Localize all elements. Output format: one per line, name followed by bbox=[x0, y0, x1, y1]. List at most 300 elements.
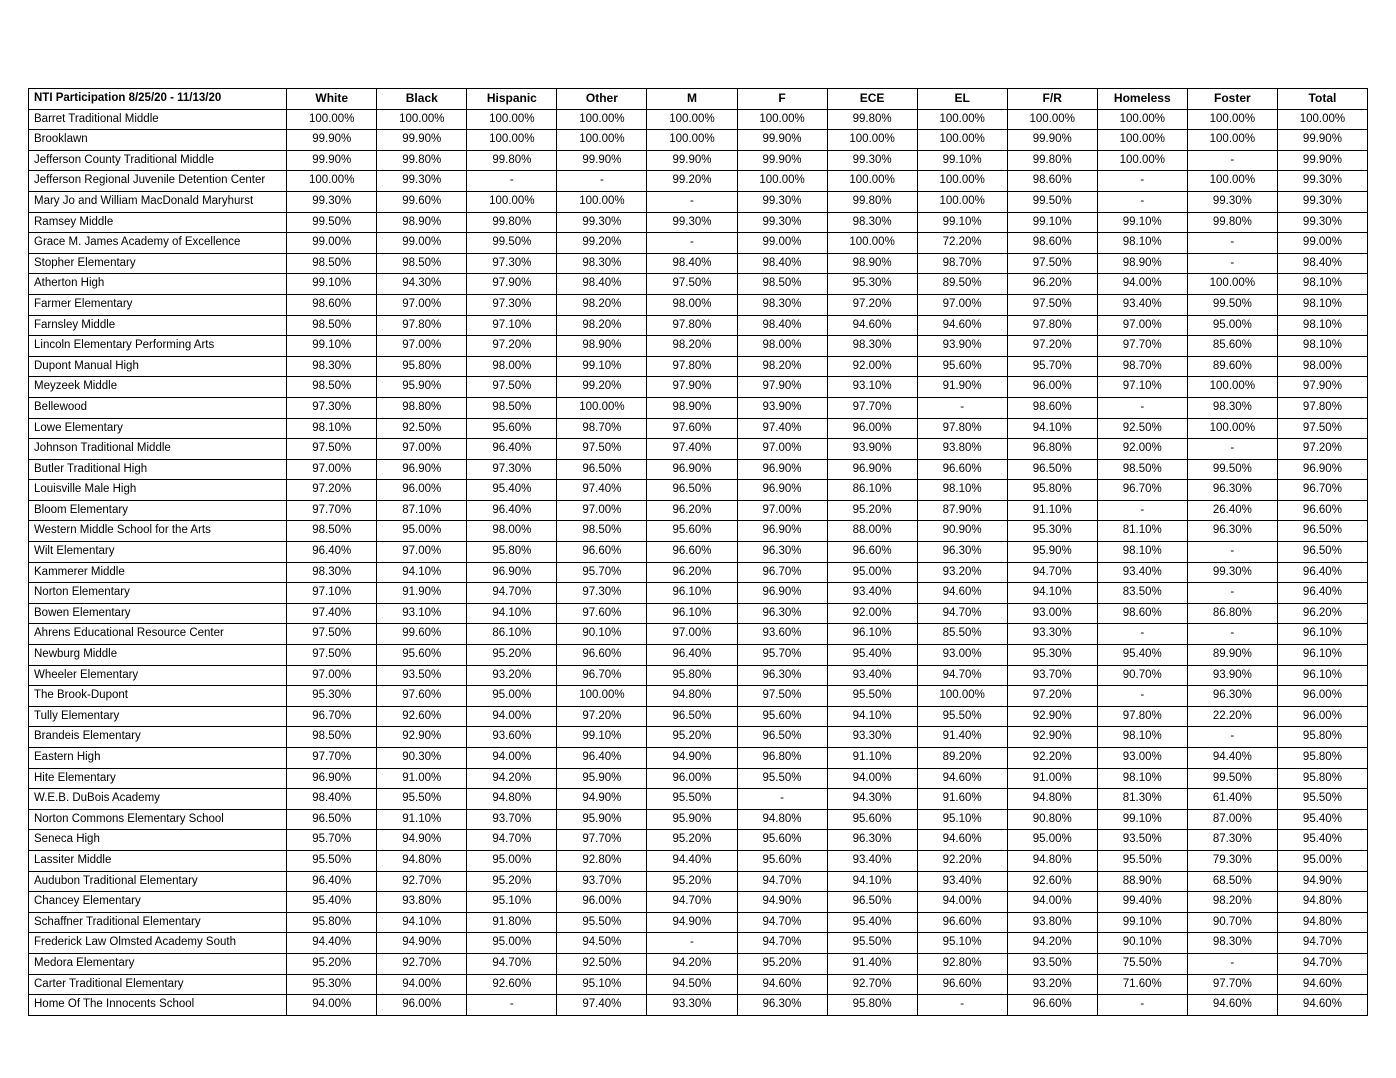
data-cell: 97.00% bbox=[917, 294, 1007, 315]
data-cell: - bbox=[1187, 253, 1277, 274]
data-cell: 95.50% bbox=[377, 789, 467, 810]
data-cell: 91.10% bbox=[827, 748, 917, 769]
data-cell: 98.90% bbox=[647, 397, 737, 418]
data-cell: 98.00% bbox=[1277, 356, 1367, 377]
data-cell: 97.50% bbox=[557, 439, 647, 460]
data-cell: 94.10% bbox=[1007, 583, 1097, 604]
data-cell: 99.50% bbox=[467, 233, 557, 254]
data-cell: 91.40% bbox=[827, 953, 917, 974]
data-cell: 100.00% bbox=[287, 109, 377, 130]
data-cell: 95.20% bbox=[467, 871, 557, 892]
table-row bbox=[29, 892, 1368, 913]
school-name-cell: Audubon Traditional Elementary bbox=[29, 871, 287, 892]
data-cell: 94.00% bbox=[1097, 274, 1187, 295]
data-cell: - bbox=[647, 191, 737, 212]
data-cell: 98.10% bbox=[1277, 336, 1367, 357]
data-cell: 96.30% bbox=[737, 542, 827, 563]
data-cell: 95.40% bbox=[1277, 830, 1367, 851]
data-cell: 94.00% bbox=[377, 974, 467, 995]
data-cell: 90.30% bbox=[377, 748, 467, 769]
data-cell: 94.10% bbox=[377, 562, 467, 583]
table-row bbox=[29, 850, 1368, 871]
data-cell: 94.30% bbox=[377, 274, 467, 295]
data-cell: 95.40% bbox=[827, 645, 917, 666]
data-cell: 95.30% bbox=[827, 274, 917, 295]
data-cell: 96.30% bbox=[737, 665, 827, 686]
data-cell: 97.40% bbox=[287, 603, 377, 624]
table-row bbox=[29, 789, 1368, 810]
data-cell: 99.10% bbox=[917, 212, 1007, 233]
data-cell: 98.30% bbox=[557, 253, 647, 274]
data-cell: 100.00% bbox=[1187, 274, 1277, 295]
data-cell: 94.10% bbox=[467, 603, 557, 624]
data-cell: 96.40% bbox=[287, 542, 377, 563]
data-cell: 95.50% bbox=[737, 768, 827, 789]
data-cell: 96.60% bbox=[557, 645, 647, 666]
school-name-cell: Ramsey Middle bbox=[29, 212, 287, 233]
data-cell: 61.40% bbox=[1187, 789, 1277, 810]
data-cell: 96.40% bbox=[557, 748, 647, 769]
data-cell: 94.90% bbox=[647, 912, 737, 933]
data-cell: 99.80% bbox=[467, 150, 557, 171]
data-cell: 94.90% bbox=[377, 933, 467, 954]
data-cell: - bbox=[467, 995, 557, 1016]
data-cell: 99.90% bbox=[287, 150, 377, 171]
data-cell: 95.40% bbox=[467, 480, 557, 501]
data-cell: 92.60% bbox=[467, 974, 557, 995]
data-cell: - bbox=[1187, 439, 1277, 460]
data-cell: 96.50% bbox=[827, 892, 917, 913]
school-name-cell: The Brook-Dupont bbox=[29, 686, 287, 707]
data-cell: 98.10% bbox=[1097, 542, 1187, 563]
data-cell: 96.60% bbox=[647, 542, 737, 563]
data-cell: 99.10% bbox=[287, 336, 377, 357]
school-name-cell: Newburg Middle bbox=[29, 645, 287, 666]
header-f: F bbox=[737, 89, 827, 110]
school-name-cell: Wheeler Elementary bbox=[29, 665, 287, 686]
data-cell: 93.50% bbox=[1007, 953, 1097, 974]
school-name-cell: Jefferson Regional Juvenile Detention Center bbox=[29, 171, 287, 192]
data-cell: 95.10% bbox=[917, 933, 1007, 954]
data-cell: 96.90% bbox=[737, 459, 827, 480]
data-cell: 95.30% bbox=[287, 686, 377, 707]
table-row bbox=[29, 336, 1368, 357]
data-cell: 98.10% bbox=[1277, 294, 1367, 315]
data-cell: 85.50% bbox=[917, 624, 1007, 645]
data-cell: 98.50% bbox=[737, 274, 827, 295]
data-cell: 86.80% bbox=[1187, 603, 1277, 624]
data-cell: 95.30% bbox=[1007, 521, 1097, 542]
data-cell: 96.10% bbox=[1277, 624, 1367, 645]
table-row bbox=[29, 418, 1368, 439]
data-cell: 96.40% bbox=[467, 439, 557, 460]
data-cell: 100.00% bbox=[377, 109, 467, 130]
data-cell: 93.30% bbox=[827, 727, 917, 748]
school-name-cell: Norton Elementary bbox=[29, 583, 287, 604]
data-cell: 96.60% bbox=[827, 542, 917, 563]
data-cell: 99.80% bbox=[1007, 150, 1097, 171]
school-name-cell: Mary Jo and William MacDonald Maryhurst bbox=[29, 191, 287, 212]
data-cell: 95.90% bbox=[557, 768, 647, 789]
data-cell: 99.50% bbox=[1007, 191, 1097, 212]
data-cell: 94.60% bbox=[917, 768, 1007, 789]
data-cell: 100.00% bbox=[557, 109, 647, 130]
school-name-cell: Seneca High bbox=[29, 830, 287, 851]
data-cell: 99.30% bbox=[557, 212, 647, 233]
data-cell: 98.40% bbox=[557, 274, 647, 295]
data-cell: 96.90% bbox=[737, 480, 827, 501]
data-cell: 95.40% bbox=[827, 912, 917, 933]
data-cell: 93.10% bbox=[377, 603, 467, 624]
data-cell: 94.80% bbox=[1007, 789, 1097, 810]
data-cell: 95.20% bbox=[827, 500, 917, 521]
data-cell: 92.90% bbox=[1007, 727, 1097, 748]
header-other: Other bbox=[557, 89, 647, 110]
data-cell: - bbox=[1097, 397, 1187, 418]
data-cell: 99.30% bbox=[737, 212, 827, 233]
table-row bbox=[29, 583, 1368, 604]
data-cell: 99.80% bbox=[1187, 212, 1277, 233]
data-cell: 90.90% bbox=[917, 521, 1007, 542]
data-cell: 99.30% bbox=[1277, 212, 1367, 233]
table-row bbox=[29, 603, 1368, 624]
data-cell: 93.90% bbox=[1187, 665, 1277, 686]
data-cell: 98.50% bbox=[287, 377, 377, 398]
data-cell: 98.50% bbox=[377, 253, 467, 274]
data-cell: 96.40% bbox=[287, 871, 377, 892]
data-cell: 100.00% bbox=[557, 191, 647, 212]
data-cell: 95.10% bbox=[557, 974, 647, 995]
data-cell: 95.80% bbox=[287, 912, 377, 933]
data-cell: - bbox=[1187, 233, 1277, 254]
school-name-cell: Home Of The Innocents School bbox=[29, 995, 287, 1016]
table-row bbox=[29, 439, 1368, 460]
table-row bbox=[29, 871, 1368, 892]
data-cell: 100.00% bbox=[557, 397, 647, 418]
data-cell: 94.20% bbox=[467, 768, 557, 789]
data-cell: 96.70% bbox=[1277, 480, 1367, 501]
data-cell: 85.60% bbox=[1187, 336, 1277, 357]
data-cell: 94.70% bbox=[737, 933, 827, 954]
school-name-cell: Atherton High bbox=[29, 274, 287, 295]
data-cell: 100.00% bbox=[647, 130, 737, 151]
data-cell: 94.50% bbox=[557, 933, 647, 954]
data-cell: 97.70% bbox=[287, 500, 377, 521]
data-cell: 98.30% bbox=[827, 212, 917, 233]
data-cell: 98.20% bbox=[557, 294, 647, 315]
data-cell: 94.60% bbox=[737, 974, 827, 995]
data-cell: 95.40% bbox=[287, 892, 377, 913]
table-row bbox=[29, 706, 1368, 727]
data-cell: - bbox=[1097, 171, 1187, 192]
data-cell: 97.00% bbox=[737, 500, 827, 521]
data-cell: 95.40% bbox=[1097, 645, 1187, 666]
table-row bbox=[29, 397, 1368, 418]
data-cell: 94.00% bbox=[467, 748, 557, 769]
data-cell: 96.40% bbox=[467, 500, 557, 521]
data-cell: 97.80% bbox=[1007, 315, 1097, 336]
data-cell: 97.40% bbox=[647, 439, 737, 460]
data-cell: 75.50% bbox=[1097, 953, 1187, 974]
data-cell: 93.60% bbox=[737, 624, 827, 645]
data-cell: 100.00% bbox=[827, 171, 917, 192]
data-cell: 97.80% bbox=[377, 315, 467, 336]
data-cell: 98.80% bbox=[377, 397, 467, 418]
data-cell: 93.90% bbox=[917, 336, 1007, 357]
school-name-cell: Dupont Manual High bbox=[29, 356, 287, 377]
data-cell: 94.70% bbox=[737, 912, 827, 933]
table-row bbox=[29, 212, 1368, 233]
data-cell: 96.60% bbox=[557, 542, 647, 563]
data-cell: 89.90% bbox=[1187, 645, 1277, 666]
data-cell: 94.00% bbox=[287, 995, 377, 1016]
data-cell: 96.90% bbox=[647, 459, 737, 480]
table-row bbox=[29, 933, 1368, 954]
data-cell: 88.00% bbox=[827, 521, 917, 542]
data-cell: 93.00% bbox=[1097, 748, 1187, 769]
data-cell: 97.00% bbox=[377, 336, 467, 357]
data-cell: 94.60% bbox=[1187, 995, 1277, 1016]
data-cell: 97.70% bbox=[287, 748, 377, 769]
data-cell: 92.90% bbox=[377, 727, 467, 748]
data-cell: 96.90% bbox=[467, 562, 557, 583]
data-cell: 94.20% bbox=[1007, 933, 1097, 954]
data-cell: 97.40% bbox=[557, 995, 647, 1016]
data-cell: 95.50% bbox=[557, 912, 647, 933]
school-name-cell: Norton Commons Elementary School bbox=[29, 809, 287, 830]
data-cell: 99.10% bbox=[1007, 212, 1097, 233]
data-cell: 97.50% bbox=[647, 274, 737, 295]
data-cell: 90.70% bbox=[1187, 912, 1277, 933]
school-name-cell: Lowe Elementary bbox=[29, 418, 287, 439]
data-cell: 95.60% bbox=[737, 850, 827, 871]
data-cell: 95.40% bbox=[1277, 809, 1367, 830]
data-cell: 95.20% bbox=[467, 645, 557, 666]
data-cell: 96.00% bbox=[1007, 377, 1097, 398]
data-cell: 94.00% bbox=[1007, 892, 1097, 913]
data-cell: 92.80% bbox=[557, 850, 647, 871]
data-cell: 98.10% bbox=[1097, 768, 1187, 789]
data-cell: 100.00% bbox=[467, 130, 557, 151]
data-cell: 95.00% bbox=[1187, 315, 1277, 336]
data-cell: 98.10% bbox=[1277, 274, 1367, 295]
table-row bbox=[29, 686, 1368, 707]
data-cell: 98.50% bbox=[557, 521, 647, 542]
data-cell: 91.00% bbox=[377, 768, 467, 789]
data-cell: 94.90% bbox=[1277, 871, 1367, 892]
data-cell: - bbox=[917, 397, 1007, 418]
header-row bbox=[29, 89, 1368, 110]
data-cell: 90.10% bbox=[557, 624, 647, 645]
data-cell: 87.10% bbox=[377, 500, 467, 521]
data-cell: 95.80% bbox=[647, 665, 737, 686]
header-total: Total bbox=[1277, 89, 1367, 110]
data-cell: 94.00% bbox=[827, 768, 917, 789]
data-cell: 100.00% bbox=[467, 109, 557, 130]
data-cell: 98.40% bbox=[737, 315, 827, 336]
data-cell: 95.00% bbox=[467, 850, 557, 871]
data-cell: 94.30% bbox=[827, 789, 917, 810]
data-cell: 95.60% bbox=[737, 706, 827, 727]
data-cell: 92.00% bbox=[827, 603, 917, 624]
data-cell: 95.00% bbox=[827, 562, 917, 583]
data-cell: 99.80% bbox=[377, 150, 467, 171]
table-row bbox=[29, 809, 1368, 830]
data-cell: 99.50% bbox=[1187, 459, 1277, 480]
school-name-cell: Wilt Elementary bbox=[29, 542, 287, 563]
table-row bbox=[29, 953, 1368, 974]
data-cell: 97.00% bbox=[287, 459, 377, 480]
data-cell: 95.60% bbox=[647, 521, 737, 542]
data-cell: 94.10% bbox=[377, 912, 467, 933]
data-cell: 97.90% bbox=[737, 377, 827, 398]
data-cell: 97.20% bbox=[1007, 686, 1097, 707]
data-cell: 89.50% bbox=[917, 274, 1007, 295]
table-row bbox=[29, 130, 1368, 151]
data-cell: 96.30% bbox=[1187, 480, 1277, 501]
data-cell: 96.00% bbox=[1277, 686, 1367, 707]
data-cell: 94.00% bbox=[917, 892, 1007, 913]
data-cell: 98.10% bbox=[287, 418, 377, 439]
table-header bbox=[29, 89, 1368, 110]
data-cell: 96.20% bbox=[647, 500, 737, 521]
data-cell: 100.00% bbox=[557, 130, 647, 151]
data-cell: - bbox=[1187, 624, 1277, 645]
table-row bbox=[29, 377, 1368, 398]
school-name-cell: Schaffner Traditional Elementary bbox=[29, 912, 287, 933]
data-cell: 96.90% bbox=[827, 459, 917, 480]
data-cell: 95.00% bbox=[1277, 850, 1367, 871]
data-cell: - bbox=[1097, 500, 1187, 521]
data-cell: 98.00% bbox=[647, 294, 737, 315]
data-cell: 91.90% bbox=[917, 377, 1007, 398]
data-cell: 90.10% bbox=[1097, 933, 1187, 954]
school-name-cell: Grace M. James Academy of Excellence bbox=[29, 233, 287, 254]
data-cell: 100.00% bbox=[1187, 130, 1277, 151]
data-cell: 93.90% bbox=[737, 397, 827, 418]
school-name-cell: Barret Traditional Middle bbox=[29, 109, 287, 130]
data-cell: 99.30% bbox=[737, 191, 827, 212]
data-cell: 86.10% bbox=[467, 624, 557, 645]
data-cell: 94.70% bbox=[467, 953, 557, 974]
data-cell: 97.80% bbox=[647, 356, 737, 377]
data-cell: 97.00% bbox=[557, 500, 647, 521]
table-row bbox=[29, 500, 1368, 521]
data-cell: 99.30% bbox=[287, 191, 377, 212]
data-cell: 94.70% bbox=[1007, 562, 1097, 583]
data-cell: 92.00% bbox=[1097, 439, 1187, 460]
data-cell: 95.70% bbox=[737, 645, 827, 666]
data-cell: 98.30% bbox=[287, 356, 377, 377]
header-fr: F/R bbox=[1007, 89, 1097, 110]
data-cell: 95.50% bbox=[647, 789, 737, 810]
data-cell: 98.50% bbox=[287, 727, 377, 748]
data-cell: 96.90% bbox=[377, 459, 467, 480]
data-cell: 99.40% bbox=[1097, 892, 1187, 913]
data-cell: 94.40% bbox=[1187, 748, 1277, 769]
data-cell: 96.60% bbox=[917, 459, 1007, 480]
data-cell: 94.70% bbox=[647, 892, 737, 913]
data-cell: 94.20% bbox=[647, 953, 737, 974]
data-cell: 95.00% bbox=[1007, 830, 1097, 851]
data-cell: 95.20% bbox=[737, 953, 827, 974]
data-cell: 94.00% bbox=[467, 706, 557, 727]
school-name-cell: Ahrens Educational Resource Center bbox=[29, 624, 287, 645]
data-cell: 93.90% bbox=[827, 439, 917, 460]
data-cell: 96.00% bbox=[377, 480, 467, 501]
data-cell: 96.40% bbox=[647, 645, 737, 666]
data-cell: - bbox=[467, 171, 557, 192]
data-cell: 96.50% bbox=[557, 459, 647, 480]
data-cell: 97.00% bbox=[737, 439, 827, 460]
data-cell: 95.80% bbox=[377, 356, 467, 377]
school-name-cell: Lassiter Middle bbox=[29, 850, 287, 871]
data-cell: 95.70% bbox=[1007, 356, 1097, 377]
data-cell: 100.00% bbox=[1277, 109, 1367, 130]
data-cell: 96.50% bbox=[287, 809, 377, 830]
data-cell: 98.60% bbox=[1097, 603, 1187, 624]
school-name-cell: Brooklawn bbox=[29, 130, 287, 151]
data-cell: 98.40% bbox=[647, 253, 737, 274]
data-cell: 98.50% bbox=[287, 315, 377, 336]
data-cell: 97.70% bbox=[1097, 336, 1187, 357]
data-cell: - bbox=[1097, 995, 1187, 1016]
nti-participation-table bbox=[28, 88, 1368, 1016]
data-cell: 98.00% bbox=[737, 336, 827, 357]
data-cell: 96.50% bbox=[1277, 521, 1367, 542]
table-row bbox=[29, 150, 1368, 171]
data-cell: - bbox=[647, 933, 737, 954]
data-cell: - bbox=[557, 171, 647, 192]
data-cell: 97.30% bbox=[467, 294, 557, 315]
data-cell: 98.00% bbox=[467, 356, 557, 377]
data-cell: 98.70% bbox=[557, 418, 647, 439]
table-row bbox=[29, 912, 1368, 933]
data-cell: 93.20% bbox=[467, 665, 557, 686]
data-cell: 97.70% bbox=[827, 397, 917, 418]
data-cell: 95.80% bbox=[467, 542, 557, 563]
data-cell: 96.80% bbox=[737, 748, 827, 769]
data-cell: 97.00% bbox=[1097, 315, 1187, 336]
data-cell: 93.70% bbox=[557, 871, 647, 892]
data-cell: 96.90% bbox=[287, 768, 377, 789]
school-name-cell: Tully Elementary bbox=[29, 706, 287, 727]
data-cell: 94.70% bbox=[917, 665, 1007, 686]
data-cell: 96.90% bbox=[1277, 459, 1367, 480]
data-cell: 95.80% bbox=[1007, 480, 1097, 501]
data-cell: 97.20% bbox=[827, 294, 917, 315]
data-cell: 92.90% bbox=[1007, 706, 1097, 727]
data-cell: 94.10% bbox=[827, 871, 917, 892]
data-cell: 94.70% bbox=[1277, 933, 1367, 954]
data-cell: 99.60% bbox=[377, 624, 467, 645]
data-cell: 22.20% bbox=[1187, 706, 1277, 727]
data-cell: 98.60% bbox=[287, 294, 377, 315]
data-cell: 98.50% bbox=[467, 397, 557, 418]
data-cell: 99.90% bbox=[1277, 150, 1367, 171]
school-name-cell: Johnson Traditional Middle bbox=[29, 439, 287, 460]
data-cell: 98.20% bbox=[1187, 892, 1277, 913]
data-cell: 96.00% bbox=[377, 995, 467, 1016]
school-name-cell: Louisville Male High bbox=[29, 480, 287, 501]
data-cell: 100.00% bbox=[1097, 130, 1187, 151]
data-cell: 98.30% bbox=[287, 562, 377, 583]
data-cell: 95.90% bbox=[647, 809, 737, 830]
data-cell: 91.10% bbox=[377, 809, 467, 830]
data-cell: 94.90% bbox=[647, 748, 737, 769]
data-cell: 94.60% bbox=[917, 583, 1007, 604]
school-name-cell: Bowen Elementary bbox=[29, 603, 287, 624]
